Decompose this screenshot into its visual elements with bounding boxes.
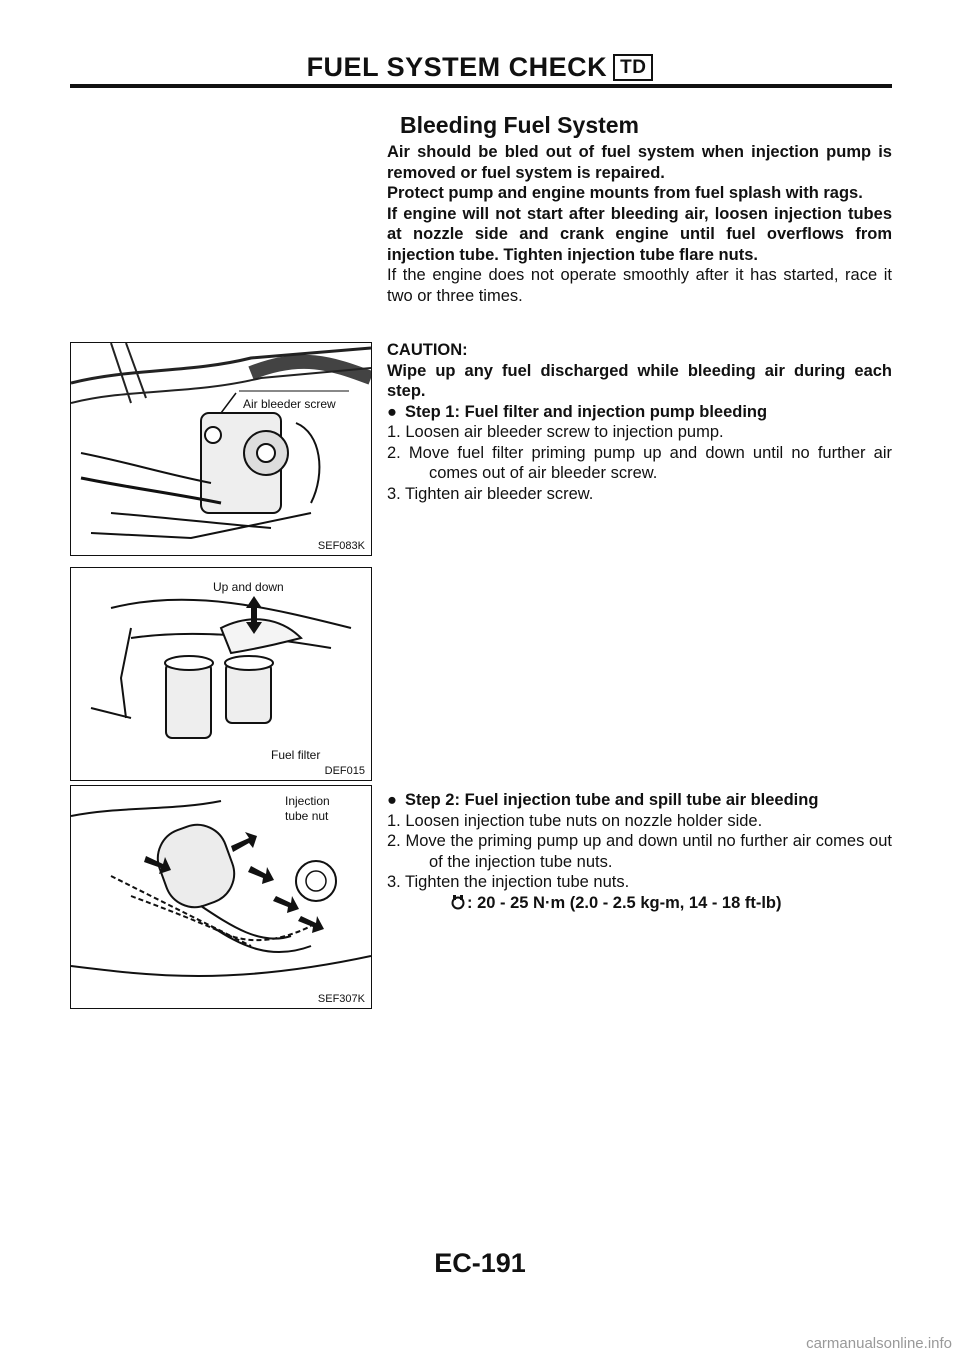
torque-value: : 20 - 25 N·m (2.0 - 2.5 kg-m, 14 - 18 ft-lb) <box>467 893 782 912</box>
page-header-title <box>0 52 960 83</box>
intro-normal: If the engine does not operate smoothly after it has started, race it two or three times. <box>387 266 892 305</box>
intro-bold-3: If engine will not start after bleeding air, loosen injection tubes at nozzle side and crank engine until fuel overflows from injection tube. Tighten injection tube flare nuts. <box>387 204 892 264</box>
header-rule <box>70 84 892 88</box>
engine-pump-illustration <box>71 343 371 555</box>
figure-label: Injection <box>285 794 330 808</box>
figure-code: SEF083K <box>317 540 365 552</box>
step2-item-3: 3. Tighten the injection tube nuts. <box>387 873 630 891</box>
figure-label: Air bleeder screw <box>243 397 336 411</box>
figure-injection-tube <box>70 785 372 1009</box>
step2-heading <box>387 790 892 811</box>
step1-item-1: 1. Loosen air bleeder screw to injection pump. <box>387 423 724 441</box>
caution-label: CAUTION: <box>387 341 468 359</box>
fuel-filter-illustration <box>71 568 371 780</box>
step1-item-3: 3. Tighten air bleeder screw. <box>387 484 594 503</box>
torque-wrench-icon <box>449 894 467 910</box>
step1-item-2: 2. Move fuel filter priming pump up and down until no further air comes out of air bleeder screw. <box>387 443 892 482</box>
bullet-icon: ● <box>387 791 397 809</box>
step1-heading <box>387 402 892 423</box>
torque-spec <box>387 893 892 914</box>
watermark: carmanualsonline.info <box>806 1335 952 1352</box>
step2-block <box>387 790 892 913</box>
step2-title: Step 2: Fuel injection tube and spill tube air bleeding <box>404 791 819 809</box>
figure-label: tube nut <box>285 809 329 823</box>
figure-code: SEF307K <box>317 993 365 1005</box>
step1-title: Step 1: Fuel filter and injection pump bleeding <box>404 402 768 421</box>
figure-label: Fuel filter <box>271 748 321 762</box>
bullet-icon: ● <box>387 402 397 421</box>
step2-item-1: 1. Loosen injection tube nuts on nozzle holder side. <box>387 811 763 830</box>
figure-priming-pump <box>70 567 372 781</box>
caution-text: Wipe up any fuel discharged while bleeding air during each step. <box>387 361 892 400</box>
td-badge: TD <box>613 54 653 81</box>
step1-block <box>387 340 892 504</box>
intro-bold-2: Protect pump and engine mounts from fuel splash with rags. <box>387 184 863 202</box>
page-number: EC-191 <box>434 1248 526 1278</box>
header-title-text: FUEL SYSTEM CHECK <box>306 52 608 82</box>
figure-air-bleeder <box>70 342 372 556</box>
intro-block <box>387 142 892 306</box>
figure-label: Up and down <box>213 580 284 594</box>
intro-bold-1: Air should be bled out of fuel system when injection pump is removed or fuel system is repaired. <box>387 143 892 182</box>
figure-code: DEF015 <box>324 765 365 777</box>
step2-item-2: 2. Move the priming pump up and down until no further air comes out of the injection tube nuts. <box>387 832 892 871</box>
section-title: Bleeding Fuel System <box>400 112 640 138</box>
